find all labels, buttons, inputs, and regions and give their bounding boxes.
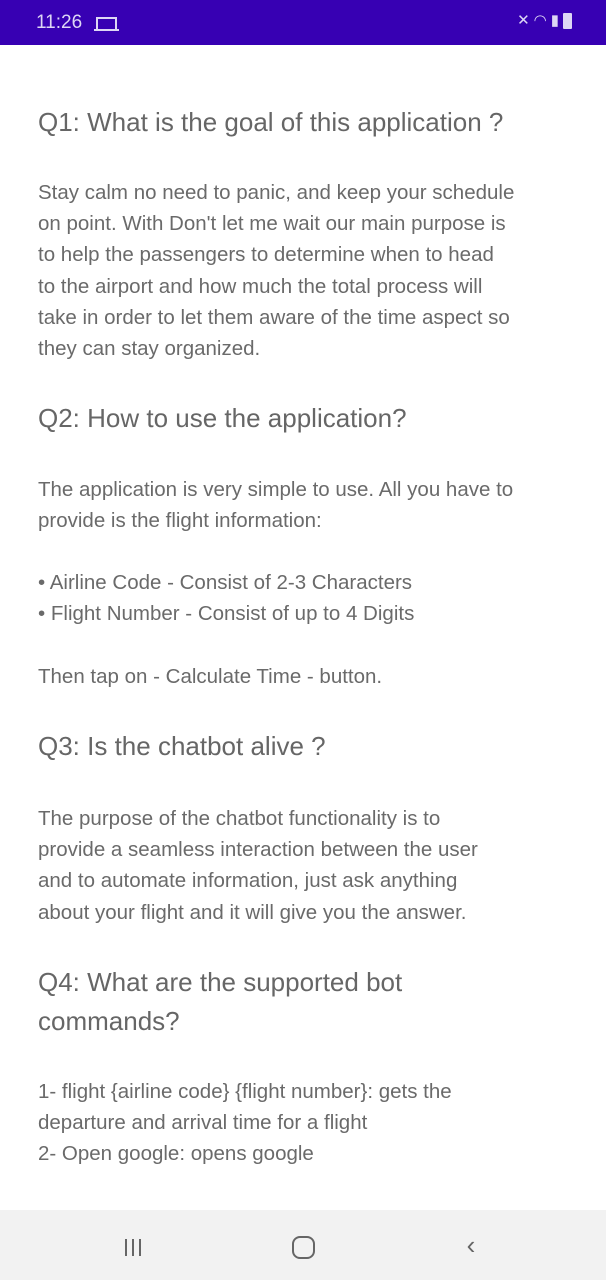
status-icons bbox=[517, 11, 572, 29]
faq-q4-answer bbox=[38, 1076, 452, 1170]
bullet-item: • Airline Code - Consist of 2-3 Characters bbox=[38, 571, 413, 594]
answer-line: provide is the flight information: bbox=[38, 509, 322, 533]
faq-q2-footer bbox=[38, 661, 382, 692]
question-line: Q1: What is the goal of this application ? bbox=[38, 107, 504, 137]
faq-q2-question bbox=[38, 399, 407, 438]
faq-q2-bullets bbox=[38, 567, 414, 629]
faq-q1-question bbox=[38, 103, 503, 142]
battery-charging-icon bbox=[563, 13, 572, 29]
answer-line: departure and arrival time for a flight bbox=[38, 1111, 368, 1135]
faq-q3-question bbox=[38, 727, 326, 766]
wifi-icon: ◠ bbox=[533, 12, 551, 29]
status-bar bbox=[0, 0, 606, 45]
question-line: Q2: How to use the application? bbox=[38, 403, 407, 433]
faq-q2-answer bbox=[38, 474, 513, 536]
answer-line: Stay calm no need to panic, and keep your schedule bbox=[38, 181, 515, 204]
answer-line: The application is very simple to use. All you have to bbox=[38, 478, 514, 501]
answer-line: 2- Open google: opens google bbox=[38, 1142, 314, 1166]
answer-line: The purpose of the chatbot functionality is to bbox=[38, 807, 441, 830]
answer-line: and to automate information, just ask anything bbox=[38, 869, 458, 893]
answer-line: about your flight and it will give you the answer. bbox=[38, 900, 467, 924]
faq-q3-answer bbox=[38, 803, 478, 928]
answer-line: 1- flight {airline code} {flight number}: gets the bbox=[38, 1080, 452, 1103]
status-time: 11:26 bbox=[36, 12, 83, 33]
faq-q4-question bbox=[38, 963, 402, 1041]
question-line: Q4: What are the supported bot bbox=[38, 967, 403, 997]
navigation-bar bbox=[0, 1210, 606, 1280]
answer-line: take in order to let them aware of the time aspect so bbox=[38, 305, 510, 329]
faq-q1-answer bbox=[38, 177, 514, 364]
answer-line: to help the passengers to determine when to head bbox=[38, 243, 494, 267]
answer-line: provide a seamless interaction between the user bbox=[38, 838, 478, 862]
recent-apps-button[interactable] bbox=[118, 1230, 148, 1260]
answer-line: they can stay organized. bbox=[38, 337, 261, 361]
bullet-item: • Flight Number - Consist of up to 4 Digits bbox=[38, 602, 415, 626]
answer-line: to the airport and how much the total process will bbox=[38, 274, 483, 298]
answer-line: on point. With Don't let me wait our main purpose is bbox=[38, 212, 506, 236]
home-icon bbox=[292, 1236, 315, 1259]
laptop-icon bbox=[96, 17, 117, 29]
mute-icon: ✕ bbox=[517, 12, 534, 29]
back-button[interactable]: ‹ bbox=[466, 1230, 476, 1260]
question-line: commands? bbox=[38, 1006, 180, 1036]
question-line: Q3: Is the chatbot alive ? bbox=[38, 731, 326, 761]
home-button[interactable] bbox=[288, 1230, 318, 1260]
signal-icon: ▮ bbox=[550, 12, 563, 29]
answer-line: Then tap on - Calculate Time - button. bbox=[38, 665, 383, 688]
